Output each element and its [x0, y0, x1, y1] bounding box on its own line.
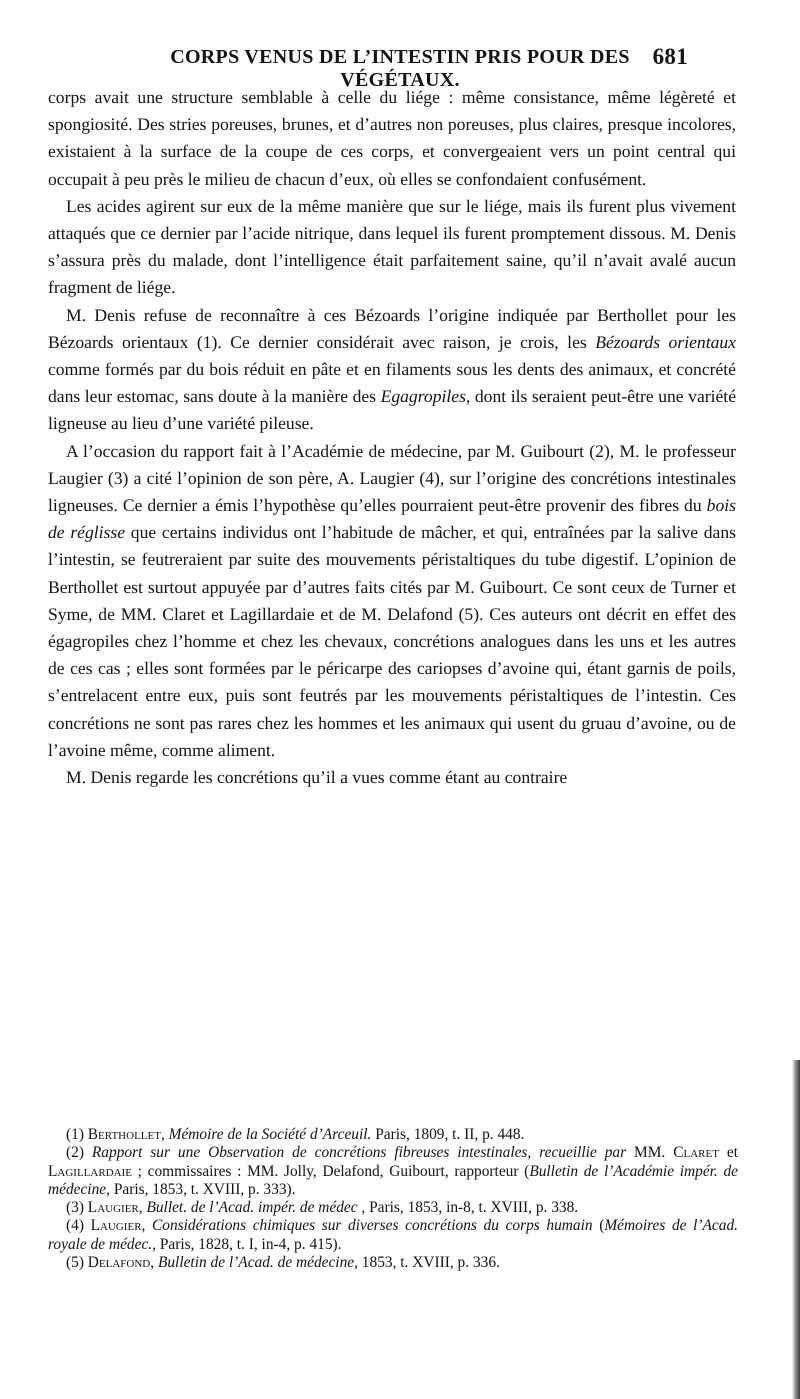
footnote-title: Considérations chimiques sur diverses concrétions du corps humain [152, 1217, 593, 1235]
text-run: MM. [626, 1144, 674, 1162]
text-run: Paris, 1828, t. I, in-4, p. 415). [155, 1235, 342, 1253]
footnote-5 [48, 1254, 738, 1272]
footnote-4 [48, 1217, 738, 1254]
footnote-title: Rapport sur une Observation de concrétions fibreuses intestinales, recueillie par [91, 1144, 627, 1162]
paragraph-denis: M. Denis regarde les concrétions qu’il a vues comme étant au contraire [66, 767, 568, 788]
footnote-number: (1) [66, 1126, 88, 1143]
footnote-number: (5) [66, 1254, 88, 1272]
footnote-number: (4) [66, 1217, 91, 1235]
footnote-title: Bulletin de l’Acad. de médecine, [157, 1254, 358, 1272]
text-run: ; commissaires : MM. Jolly, Delafond, Guibourt, rapporteur ( [131, 1162, 530, 1180]
page-number: 681 [652, 44, 688, 69]
footnote-1 [48, 1126, 738, 1144]
text-run: A l’occasion du rapport fait à l’Académie de médecine, par M. Guibourt (2), M. le professeur Laugier (3) a cité l’opinion de son père, A. Laugier (4), sur l’origine des concrétions intestinales ligneuses. Ce dernier a émis l’hypothèse qu’elles pourraient peut-être provenir des fibres du [48, 440, 736, 516]
text-run: Paris, 1809, t. II, p. 448. [371, 1126, 525, 1143]
footnote-number: (3) [66, 1199, 88, 1217]
footnote-author: Laugier [87, 1199, 139, 1217]
text-run: que certains individus ont l’habitude de mâcher, et qui, entraînées par la salive dans l’intestin, se feutreraient par suite des mouvements péristaltiques du tube digestif. L’opinion de Berthollet est surtout appuyée par d’autres faits cités par M. Guibourt. Ce sont ceux de Turner et Syme, de MM. Claret et Lagillardaie et de M. Delafond (5). Ces auteurs ont décrit en effet des égagropiles chez l’homme et chez les chevaux, concrétions analogues dans les uns et les autres de ces cas ; elles sont formées par le péricarpe des cariopses d’avoine qui, étant garnis de poils, s’entrelacent entre eux, puis sont feutrés par les mouvements péristaltiques de l’intestin. Ces concrétions ne sont pas rares chez les hommes et les animaux qui usent du gruau d’avoine, ou de l’avoine même, comme aliment. [48, 522, 736, 760]
text-run: , [160, 1126, 169, 1143]
footnote-author: Laugier [90, 1217, 142, 1235]
main-text [48, 84, 736, 791]
paragraph-berthollet [48, 302, 736, 438]
footnote-author: Lagillardaie [48, 1162, 132, 1180]
text-run: comme formés par du bois réduit en pâte et en filaments sous les dents des animaux, et concrété dans leur estomac, sans doute à la manière des [48, 359, 736, 407]
text-run: ( [592, 1217, 605, 1235]
footnote-author: Berthollet [87, 1126, 161, 1143]
footnote-2 [48, 1144, 738, 1199]
text-run: , [141, 1217, 153, 1235]
text-run: 1853, t. XVIII, p. 336. [357, 1254, 500, 1272]
text-run: , [138, 1199, 147, 1217]
footnote-3 [48, 1199, 738, 1217]
footnote-author: Delafond [87, 1254, 151, 1272]
text-run: dont ils seraient peut-être une variété ligneuse au lieu d’une variété pileuse. [48, 386, 737, 434]
paragraph-continuation: corps avait une structure semblable à celle du liége : même consistance, même légèreté et spongiosité. Des stries poreuses, brunes, et d’autres non poreuses, plus claires, presque incolores, existaient à la surface de la coupe de ces corps, et convergeaient vers un point central qui occupait à peu près le milieu de chacun d’eux, où elles se confondaient confusément. [48, 87, 736, 189]
footnote-journal: Bulletin de l’Académie impér. de médecine, [48, 1162, 739, 1198]
text-run: , Paris, 1853, in-8, t. XVIII, p. 338. [357, 1199, 579, 1217]
page-edge-shadow [792, 1060, 800, 1399]
italic-term: Egagropiles, [380, 386, 471, 407]
paragraph-acids: Les acides agirent sur eux de la même manière que sur le liége, mais ils furent plus vivement attaqués que ce dernier par l’acide nitrique, dans lequel ils furent promptement dissous. M. Denis s’assura près du malade, dont l’intelligence était parfaitement saine, qu’il n’avait avalé aucun fragment de liége. [48, 195, 736, 298]
footnote-author: Claret [673, 1144, 719, 1162]
text-run: Paris, 1853, t. XVIII, p. 333). [109, 1180, 296, 1198]
text-run: , [150, 1254, 158, 1272]
footnotes [48, 1126, 738, 1272]
running-title: CORPS VENUS DE L’INTESTIN PRIS POUR DES VÉGÉTAUX. [170, 46, 630, 91]
footnote-title: Bullet. de l’Acad. impér. de médec [146, 1199, 358, 1217]
italic-term: bois de réglisse [48, 495, 736, 543]
footnote-journal: Mémoires de l’Acad. royale de médec., [48, 1217, 738, 1253]
italic-term: Bézoards orientaux [595, 331, 736, 352]
text-run: et [718, 1144, 738, 1162]
footnote-title: Mémoire de la Société d’Arceuil. [168, 1126, 372, 1143]
text-run: M. Denis refuse de reconnaître à ces Bézoards l’origine indiquée par Berthollet pour les Bézoards orientaux (1). Ce dernier considérait avec raison, je crois, les [48, 304, 736, 352]
paragraph-laugier [48, 438, 736, 764]
footnote-number: (2) [66, 1144, 92, 1162]
